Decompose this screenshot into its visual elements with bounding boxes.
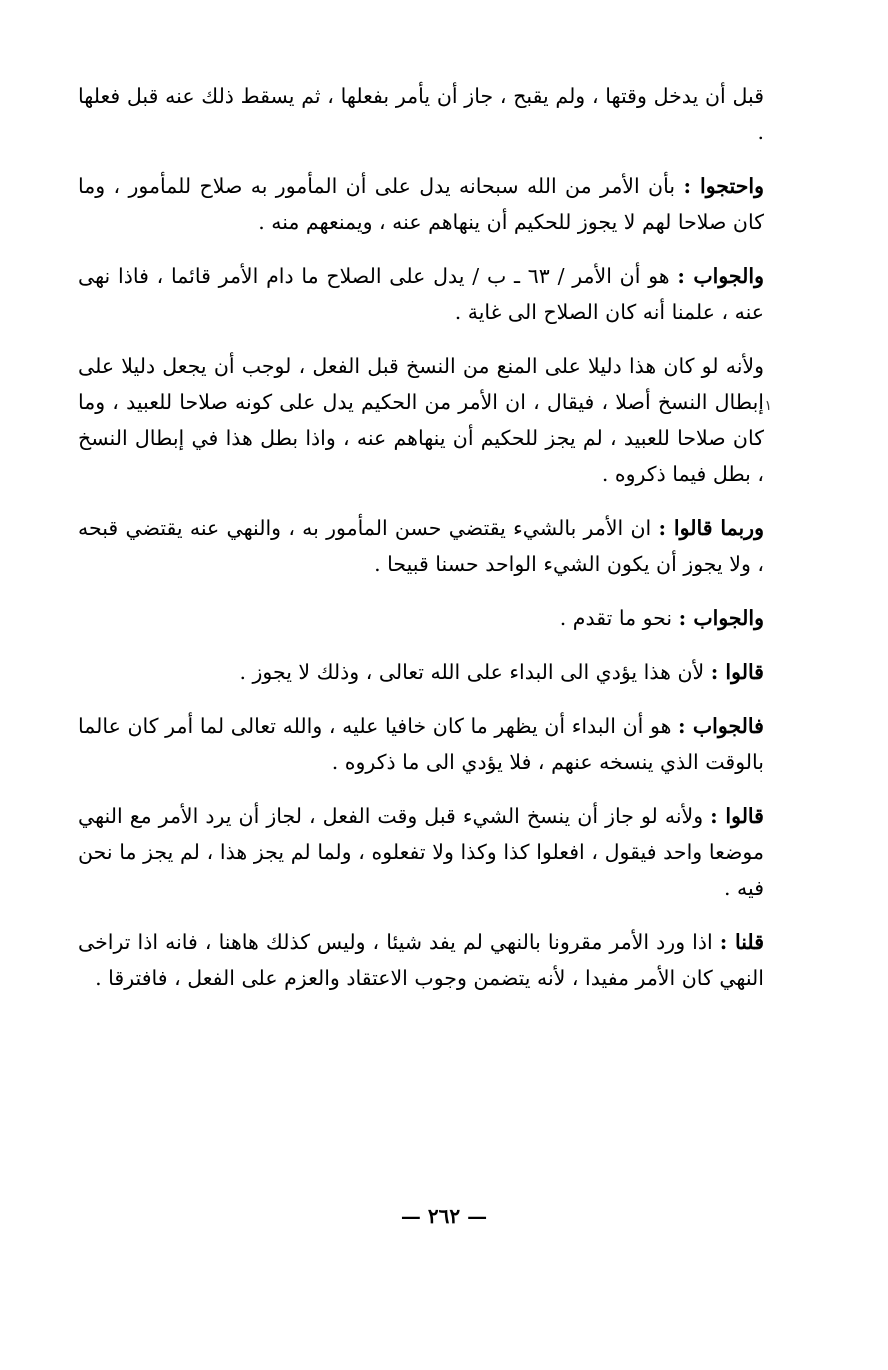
paragraph bbox=[78, 924, 764, 996]
paragraph-lead: وربما قالوا : bbox=[658, 516, 764, 540]
paragraph bbox=[78, 708, 764, 780]
paragraph-text: قبل أن يدخل وقتها ، ولم يقبح ، جاز أن يأمر بفعلها ، ثم يسقط ذلك عنه قبل فعلها . bbox=[78, 84, 764, 144]
paragraph bbox=[78, 348, 764, 492]
paragraph-text: ولأنه لو جاز أن ينسخ الشيء قبل وقت الفعل ، لجاز أن يرد الأمر مع النهي موضعا واحد فيقول ، افعلوا كذا وكذا ولا تفعلوه ، ولما لم يجز هذا ، لم يجز ما نحن فيه . bbox=[78, 804, 764, 900]
paragraph-lead: والجواب : bbox=[678, 606, 764, 630]
paragraph bbox=[78, 258, 764, 330]
paragraph bbox=[78, 78, 764, 150]
page-body bbox=[78, 78, 764, 996]
paragraph bbox=[78, 168, 764, 240]
paragraph-text: لأن هذا يؤدي الى البداء على الله تعالى ، وذلك لا يجوز . bbox=[239, 660, 711, 684]
page-number: — ٢٦٢ — bbox=[400, 1204, 488, 1228]
paragraph-lead: قالوا : bbox=[710, 660, 764, 684]
paragraph bbox=[78, 798, 764, 906]
paragraph bbox=[78, 654, 764, 690]
paragraph bbox=[78, 600, 764, 636]
paragraph-lead: قلنا : bbox=[719, 930, 764, 954]
paragraph-lead: واحتجوا : bbox=[683, 174, 764, 198]
paragraph-text: اذا ورد الأمر مقرونا بالنهي لم يفد شيئا ، وليس كذلك هاهنا ، فانه اذا تراخى النهي كان الأمر مفيدا ، لأنه يتضمن وجوب الاعتقاد والعزم على الفعل ، فافترقا . bbox=[78, 930, 764, 990]
paragraph-text: هو أن الأمر / ٦٣ ـ ب / يدل على الصلاح ما دام الأمر قائما ، فاذا نهى عنه ، علمنا أنه كان الصلاح الى غاية . bbox=[78, 264, 764, 324]
paragraph-lead: فالجواب : bbox=[678, 714, 764, 738]
paragraph-lead: قالوا : bbox=[710, 804, 764, 828]
paragraph-text: ولأنه لو كان هذا دليلا على المنع من النسخ قبل الفعل ، لوجب أن يجعل دليلا على إبطال النسخ أصلا ، فيقال ، ان الأمر من الحكيم يدل على كونه صلاحا للعبيد ، وما كان صلاحا للعبيد ، لم يجز للحكيم أن ينهاهم عنه ، واذا بطل هذا في إبطال النسخ ، بطل فيما ذكروه . bbox=[78, 354, 764, 486]
paragraph-text: هو أن البداء أن يظهر ما كان خافيا عليه ، والله تعالى لما أمر كان عالما بالوقت الذي ينسخه عنهم ، فلا يؤدي الى ما ذكروه . bbox=[78, 714, 764, 774]
paragraph-lead: والجواب : bbox=[677, 264, 764, 288]
paragraph-text: نحو ما تقدم . bbox=[559, 606, 679, 630]
paragraph-text: بأن الأمر من الله سبحانه يدل على أن المأمور به صلاح للمأمور ، وما كان صلاحا لهم لا يجوز للحكيم أن ينهاهم عنه ، ويمنعهم منه . bbox=[78, 174, 764, 234]
margin-note-mark: ١ bbox=[764, 398, 772, 414]
paragraph-text: ان الأمر بالشيء يقتضي حسن المأمور به ، والنهي عنه يقتضي قبحه ، ولا يجوز أن يكون الشيء الواحد حسنا قبيحا . bbox=[78, 516, 764, 576]
paragraph bbox=[78, 510, 764, 582]
